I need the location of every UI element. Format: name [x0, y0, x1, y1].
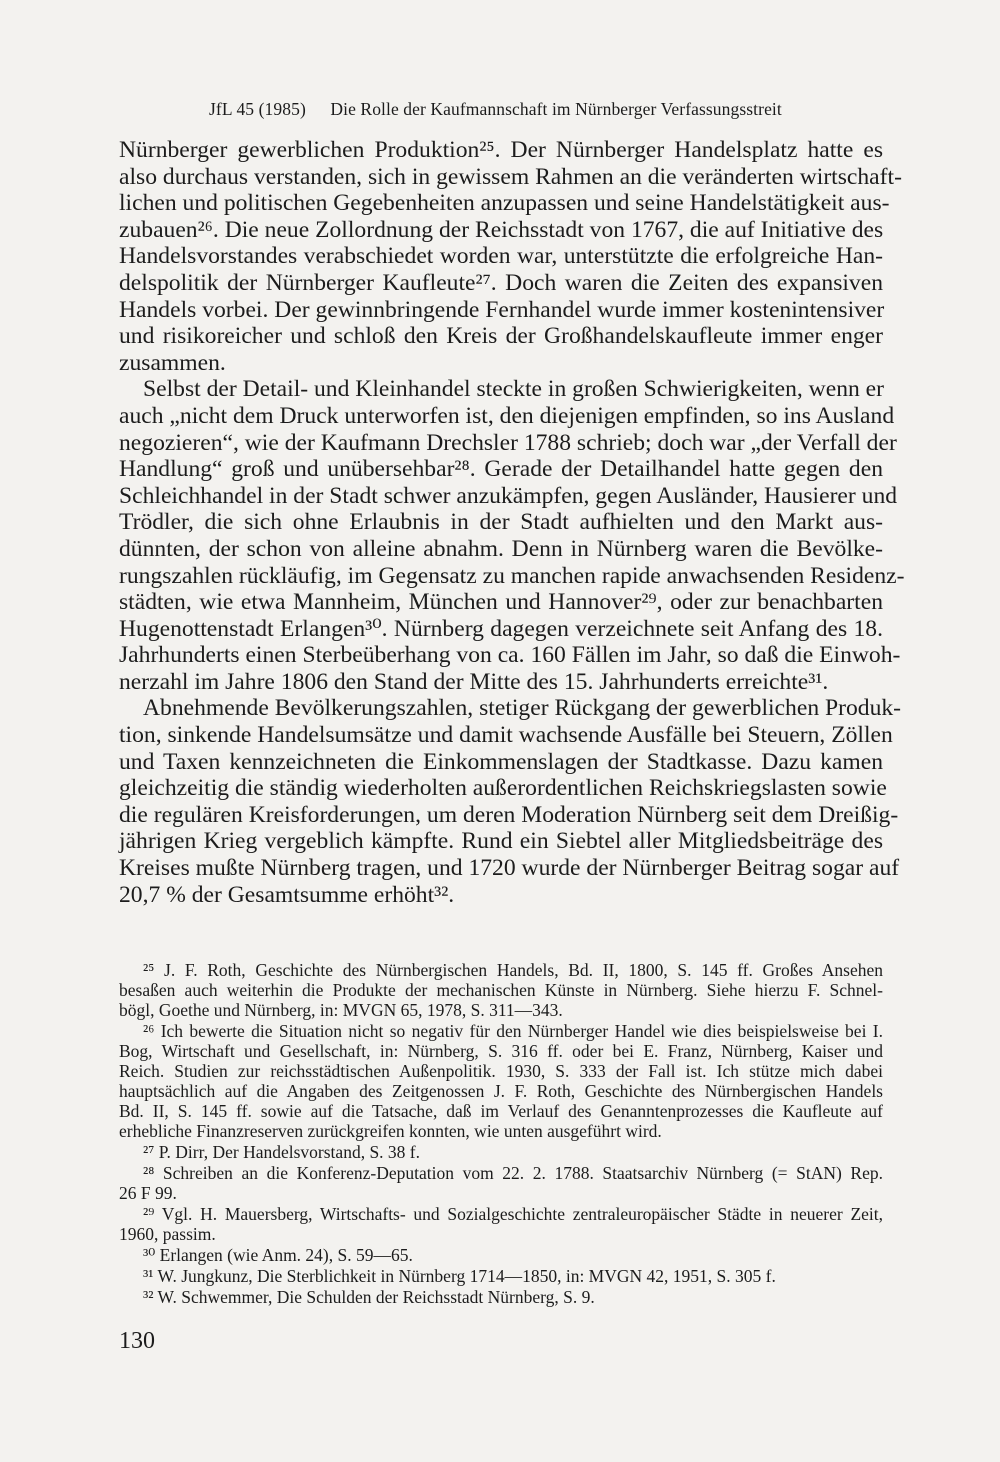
- body-line: Handels vorbei. Der gewinnbringende Fernhandel wurde immer kostenintensiver: [119, 296, 885, 323]
- body-line: Trödler, die sich ohne Erlaubnis in der Stadt aufhielten und den Markt aus-: [119, 509, 883, 536]
- running-head: [209, 99, 782, 120]
- body-line: Jahrhunderts einen Sterbeüberhang von ca. 160 Fällen im Jahr, so daß die Einwoh-: [119, 642, 901, 669]
- footnote-line: besaßen auch weiterhin die Produkte der mechanischen Künste in Nürnberg. Siehe hierzu F. Schnel-: [119, 980, 883, 1000]
- footnote-line: ²⁶ Ich bewerte die Situation nicht so negativ für den Nürnberger Handel wie dies beispielsweise bei I.: [143, 1021, 883, 1041]
- body-line: städten, wie etwa Mannheim, München und Hannover²⁹, oder zur benachbarten: [119, 589, 883, 616]
- page-number: 130: [119, 1328, 155, 1354]
- body-line: dünnten, der schon von alleine abnahm. Denn in Nürnberg waren die Bevölke-: [119, 535, 883, 562]
- body-line: und risikoreicher und schloß den Kreis der Großhandelskaufleute immer enger: [119, 323, 883, 350]
- body-line: rungszahlen rückläufig, im Gegensatz zu manchen rapide anwachsenden Residenz-: [119, 562, 905, 589]
- body-line: zusammen.: [119, 349, 226, 376]
- footnote-line: 26 F 99.: [119, 1183, 177, 1203]
- footnote-line: bögl, Goethe und Nürnberg, in: MVGN 65, 1978, S. 311—343.: [119, 1000, 563, 1020]
- body-line: lichen und politischen Gegebenheiten anzupassen und seine Handelstätigkeit aus-: [119, 190, 890, 217]
- body-line: negozieren“, wie der Kaufmann Drechsler 1788 schrieb; doch war „der Verfall der: [119, 429, 897, 456]
- body-line: nerzahl im Jahre 1806 den Stand der Mitte des 15. Jahrhunderts erreichte³¹.: [119, 668, 829, 695]
- body-line: Handlung“ groß und unübersehbar²⁸. Gerade der Detailhandel hatte gegen den: [119, 456, 883, 483]
- footnote-line: ²⁷ P. Dirr, Der Handelsvorstand, S. 38 f.: [143, 1142, 421, 1162]
- footnote-line: ²⁸ Schreiben an die Konferenz-Deputation vom 22. 2. 1788. Staatsarchiv Nürnberg (= StAN) Rep.: [143, 1163, 883, 1183]
- body-line: und Taxen kennzeichneten die Einkommenslagen der Stadtkasse. Dazu kamen: [119, 748, 883, 775]
- footnote-line: Bd. II, S. 145 ff. sowie auf die Tatsache, daß im Verlauf des Genanntenprozesses die Kaufleute auf: [119, 1101, 883, 1121]
- body-line: die regulären Kreisforderungen, um deren Moderation Nürnberg seit dem Dreißig-: [119, 801, 899, 828]
- body-line: Kreises mußte Nürnberg tragen, und 1720 wurde der Nürnberger Beitrag sogar auf: [119, 855, 900, 882]
- body-line: auch „nicht dem Druck unterworfen ist, den diejenigen empfinden, so ins Ausland: [119, 402, 895, 429]
- footnote-line: ³² W. Schwemmer, Die Schulden der Reichsstadt Nürnberg, S. 9.: [143, 1287, 595, 1307]
- body-text: [119, 137, 905, 908]
- footnote-line: ²⁵ J. F. Roth, Geschichte des Nürnbergischen Handels, Bd. II, 1800, S. 145 ff. Großes Ansehen: [143, 960, 883, 980]
- body-line: Selbst der Detail- und Kleinhandel steckte in großen Schwierigkeiten, wenn er: [143, 376, 885, 403]
- body-line: zubauen²⁶. Die neue Zollordnung der Reichsstadt von 1767, die auf Initiative des: [119, 216, 884, 243]
- body-line: Nürnberger gewerblichen Produktion²⁵. Der Nürnberger Handelsplatz hatte es: [119, 137, 883, 163]
- footnote-line: ³⁰ Erlangen (wie Anm. 24), S. 59—65.: [143, 1245, 413, 1265]
- body-line: Schleichhandel in der Stadt schwer anzukämpfen, gegen Ausländer, Hausierer und: [119, 482, 898, 509]
- body-line: delspolitik der Nürnberger Kaufleute²⁷. Doch waren die Zeiten des expansiven: [119, 269, 883, 296]
- body-line: gleichzeitig die ständig wiederholten außerordentlichen Reichskriegslasten sowie: [119, 775, 887, 802]
- footnote-line: 1960, passim.: [119, 1224, 216, 1244]
- body-line: 20,7 % der Gesamtsumme erhöht³².: [119, 881, 455, 908]
- footnote-line: Bog, Wirtschaft und Gesellschaft, in: Nürnberg, S. 316 ff. oder bei E. Franz, Nürnberg, Kaiser und: [119, 1041, 883, 1061]
- footnote-line: Reich. Studien zur reichsstädtischen Außenpolitik. 1930, S. 333 der Fall ist. Ich stütze mich dabei: [119, 1061, 883, 1081]
- footnote-line: erhebliche Finanzreserven zurückgreifen konnten, wie unten ausgeführt wird.: [119, 1121, 662, 1141]
- footnote-line: ³¹ W. Jungkunz, Die Sterblichkeit in Nürnberg 1714—1850, in: MVGN 42, 1951, S. 305 f.: [143, 1266, 776, 1286]
- body-line: tion, sinkende Handelsumsätze und damit wachsende Ausfälle bei Steuern, Zöllen: [119, 722, 893, 749]
- footnote-line: hauptsächlich auf die Angaben des Zeitgenossen J. F. Roth, Geschichte des Nürnbergischen Handels: [119, 1081, 883, 1101]
- running-title: Die Rolle der Kaufmannschaft im Nürnberger Verfassungsstreit: [330, 99, 782, 119]
- body-line: jährigen Krieg vergeblich kämpfte. Rund ein Siebtel aller Mitgliedsbeiträge des: [119, 828, 883, 855]
- body-line: also durchaus verstanden, sich in gewissem Rahmen an die veränderten wirtschaft-: [119, 163, 902, 190]
- footnote-line: ²⁹ Vgl. H. Mauersberg, Wirtschafts- und Sozialgeschichte zentraleuropäischer Städte in neuerer Zeit,: [143, 1204, 883, 1224]
- body-line: Hugenottenstadt Erlangen³⁰. Nürnberg dagegen verzeichnete seit Anfang des 18.: [119, 615, 883, 642]
- body-line: Abnehmende Bevölkerungszahlen, stetiger Rückgang der gewerblichen Produk-: [143, 695, 902, 722]
- body-line: Handelsvorstandes verabschiedet worden war, unterstützte die erfolgreiche Han-: [119, 243, 883, 270]
- journal-reference: JfL 45 (1985): [209, 99, 306, 119]
- footnotes: [119, 960, 883, 1307]
